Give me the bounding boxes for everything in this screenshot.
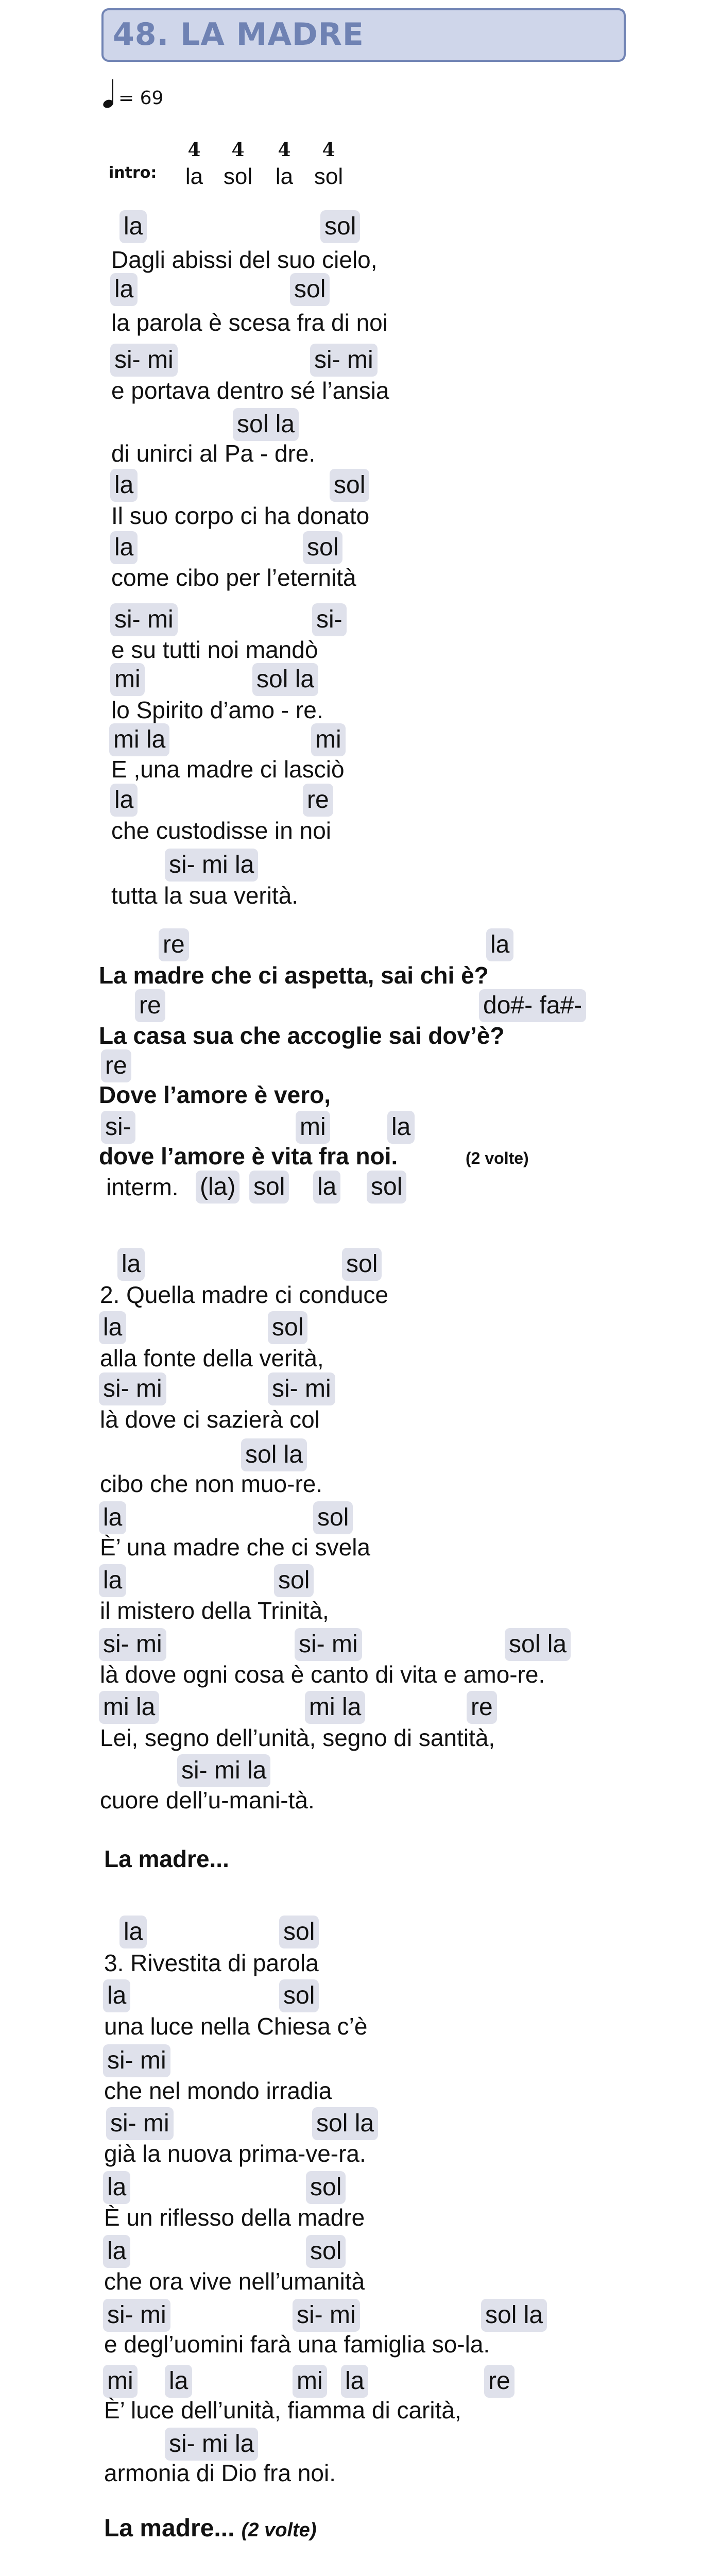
intro-label: intro:: [109, 164, 157, 182]
chord: mi la: [305, 1691, 365, 1724]
lyric-line: come cibo per l’eternità: [111, 564, 356, 591]
intro-chord-name: sol: [223, 164, 253, 189]
intro-chord-name: la: [185, 164, 203, 189]
chord: sol la: [241, 1438, 307, 1471]
chord: la: [486, 928, 513, 961]
chord: si- mi: [268, 1372, 335, 1405]
lyric-line: già la nuova prima-ve-ra.: [104, 2140, 366, 2167]
lyric-line: che nel mondo irradia: [104, 2077, 332, 2104]
lyric-line: e portava dentro sé l’ansia: [111, 377, 389, 404]
chord: sol la: [481, 2299, 547, 2332]
chord: si-: [312, 603, 347, 636]
chord: si- mi la: [165, 2428, 258, 2461]
lyric-line: cuore dell’u-mani-tà.: [100, 1787, 315, 1814]
chord: la: [103, 2171, 130, 2204]
intro-beats: 4: [231, 139, 245, 161]
repeat-note: (2 volte): [466, 1149, 529, 1167]
chord: re: [303, 784, 333, 817]
intro-beats: 4: [322, 139, 335, 161]
chord: la: [387, 1111, 415, 1144]
chord: la: [99, 1564, 126, 1597]
refrain-line: dove l’amore è vita fra noi.: [99, 1143, 398, 1170]
chord: sol: [274, 1564, 314, 1597]
chord: la: [119, 1916, 147, 1948]
chord: si- mi: [295, 1628, 362, 1661]
chord: re: [135, 989, 165, 1022]
lyric-line: 2. Quella madre ci conduce: [100, 1281, 388, 1308]
chord: si- mi: [293, 2299, 360, 2332]
chord: si- mi la: [165, 849, 258, 882]
chord: sol: [279, 1916, 319, 1948]
intro-beats: 4: [278, 139, 291, 161]
chord: la: [110, 784, 138, 817]
chord: sol: [290, 273, 330, 306]
quarter-note-stem: [112, 79, 113, 104]
chord: sol: [367, 1171, 406, 1204]
chord: si- mi: [103, 2044, 170, 2077]
refrain-call: La madre...: [104, 1845, 229, 1872]
lyric-line: il mistero della Trinità,: [100, 1597, 329, 1624]
refrain-line: Dove l’amore è vero,: [99, 1081, 331, 1108]
chord: re: [159, 928, 189, 961]
chord: la: [165, 2365, 192, 2398]
tempo-value: = 69: [118, 88, 164, 109]
lyric-line: la parola è scesa fra di noi: [111, 309, 388, 336]
refrain-call: [104, 2514, 316, 2543]
song-title: 48. LA MADRE: [113, 16, 364, 53]
chord: sol: [306, 2235, 346, 2268]
chord: sol la: [233, 408, 299, 441]
lyric-line: e degl’uomini farà una famiglia so-la.: [104, 2331, 490, 2358]
chord: re: [484, 2365, 515, 2398]
lyric-line: che ora vive nell’umanità: [104, 2268, 365, 2295]
title-banner: [101, 8, 626, 62]
intro-beats: 4: [187, 139, 201, 161]
chord: sol la: [252, 663, 318, 696]
chord: (la): [196, 1171, 239, 1204]
chord: la: [103, 1979, 130, 2012]
chord: la: [110, 273, 138, 306]
chord: sol: [303, 531, 342, 564]
lyric-line: di unirci al Pa - dre.: [111, 440, 316, 467]
chord: la: [110, 469, 138, 502]
lyric-line: là dove ogni cosa è canto di vita e amo-re.: [100, 1661, 545, 1688]
chord: si- mi: [110, 344, 178, 377]
chord: sol: [279, 1979, 319, 2012]
intro-chord-name: sol: [314, 164, 344, 189]
lyric-line: una luce nella Chiesa c’è: [104, 2013, 368, 2040]
chord: la: [117, 1248, 145, 1281]
chord: la: [99, 1311, 126, 1344]
chord: sol la: [505, 1628, 571, 1661]
lyric-line: E ,una madre ci lasciò: [111, 756, 345, 783]
chord: sol: [342, 1248, 382, 1281]
chord: si- mi: [99, 1628, 166, 1661]
lyric-line: Dagli abissi del suo cielo,: [111, 246, 378, 273]
chord: mi la: [99, 1691, 159, 1724]
chord: si-: [101, 1111, 135, 1144]
lyric-line: alla fonte della verità,: [100, 1345, 324, 1371]
chord: sol: [320, 210, 360, 243]
lyric-line: là dove ci sazierà col: [100, 1406, 320, 1433]
chord: la: [119, 210, 147, 243]
chord: la: [103, 2235, 130, 2268]
chord: mi: [293, 2365, 327, 2398]
lyric-line: tutta la sua verità.: [111, 882, 299, 909]
lyric-line: lo Spirito d’amo - re.: [111, 697, 323, 723]
chord: re: [101, 1049, 131, 1082]
chord: sol: [268, 1311, 307, 1344]
refrain-line: La casa sua che accoglie sai dov’è?: [99, 1022, 505, 1049]
chord: sol: [330, 469, 369, 502]
lyric-line: e su tutti noi mandò: [111, 636, 318, 663]
lyric-line: Lei, segno dell’unità, segno di santità,: [100, 1724, 495, 1751]
refrain-call-text: La madre...: [104, 2515, 235, 2542]
chord: sol la: [312, 2107, 378, 2140]
lyric-line: È un riflesso della madre: [104, 2204, 365, 2231]
repeat-note: (2 volte): [241, 2519, 317, 2541]
chord: mi: [103, 2365, 138, 2398]
chord: la: [341, 2365, 368, 2398]
chord: si- mi: [103, 2299, 170, 2332]
lyric-line: 3. Rivestita di parola: [104, 1950, 319, 1976]
lyric-line: Il suo corpo ci ha donato: [111, 502, 370, 529]
lyric-line: È’ luce dell’unità, fiamma di carità,: [104, 2397, 461, 2424]
chord: mi: [110, 663, 145, 696]
lyric-line: cibo che non muo-re.: [100, 1470, 323, 1497]
lyric-line: È’ una madre che ci svela: [100, 1534, 371, 1561]
chord: mi: [296, 1111, 330, 1144]
chord: si- mi: [106, 2107, 174, 2140]
chord: do#- fa#-: [479, 989, 586, 1022]
lyric-line: armonia di Dio fra noi.: [104, 2460, 336, 2486]
chord: la: [99, 1501, 126, 1534]
intro-chord: [300, 139, 357, 190]
chord: sol: [249, 1171, 289, 1204]
refrain-line: La madre che ci aspetta, sai chi è?: [99, 962, 489, 989]
lyric-line: che custodisse in noi: [111, 817, 332, 844]
chord: la: [110, 531, 138, 564]
chord: re: [467, 1691, 497, 1724]
chord: mi: [311, 723, 346, 756]
chord: si- mi: [110, 603, 178, 636]
chord: la: [313, 1171, 340, 1204]
intro-chord-name: la: [275, 164, 294, 189]
chord: si- mi: [99, 1372, 166, 1405]
chord: sol: [313, 1501, 353, 1534]
chord: mi la: [109, 723, 169, 756]
chord: sol: [306, 2171, 346, 2204]
interlude-label: interm.: [106, 1174, 179, 1200]
chord: si- mi la: [177, 1754, 270, 1787]
tempo-marking: [103, 77, 216, 113]
chord: si- mi: [310, 344, 378, 377]
